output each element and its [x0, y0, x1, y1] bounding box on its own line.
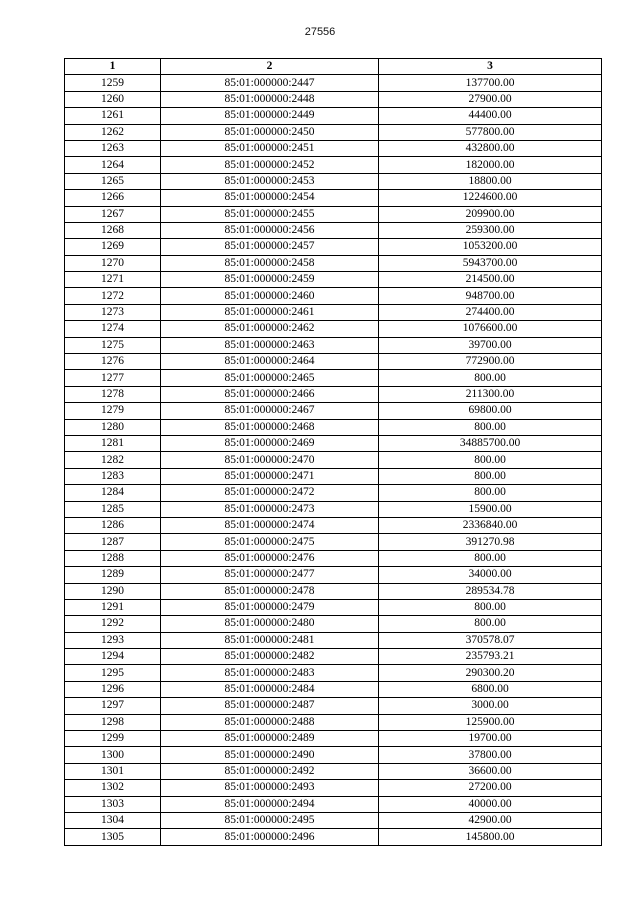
- value-cell: 42900.00: [379, 812, 602, 828]
- row-number-cell: 1260: [65, 91, 161, 107]
- value-cell: 39700.00: [379, 337, 602, 353]
- table-row: [65, 435, 602, 451]
- table-row: [65, 780, 602, 796]
- cadastral-number-cell: 85:01:000000:2479: [161, 599, 379, 615]
- table-row: [65, 632, 602, 648]
- cadastral-number-cell: 85:01:000000:2490: [161, 747, 379, 763]
- header-row: [65, 59, 602, 75]
- row-number-cell: 1283: [65, 468, 161, 484]
- table-row: [65, 304, 602, 320]
- cadastral-number-cell: 85:01:000000:2458: [161, 255, 379, 271]
- value-cell: 370578.07: [379, 632, 602, 648]
- table-row: [65, 386, 602, 402]
- value-cell: 6800.00: [379, 681, 602, 697]
- row-number-cell: 1279: [65, 403, 161, 419]
- value-cell: 1053200.00: [379, 239, 602, 255]
- table-row: [65, 222, 602, 238]
- cadastral-number-cell: 85:01:000000:2447: [161, 75, 379, 91]
- value-cell: 69800.00: [379, 403, 602, 419]
- cadastral-number-cell: 85:01:000000:2474: [161, 517, 379, 533]
- row-number-cell: 1290: [65, 583, 161, 599]
- table-row: [65, 567, 602, 583]
- row-number-cell: 1294: [65, 649, 161, 665]
- value-cell: 44400.00: [379, 108, 602, 124]
- value-cell: 1076600.00: [379, 321, 602, 337]
- row-number-cell: 1268: [65, 222, 161, 238]
- value-cell: 800.00: [379, 452, 602, 468]
- cadastral-number-cell: 85:01:000000:2475: [161, 534, 379, 550]
- cadastral-number-cell: 85:01:000000:2462: [161, 321, 379, 337]
- value-cell: 2336840.00: [379, 517, 602, 533]
- table-row: [65, 714, 602, 730]
- row-number-cell: 1292: [65, 616, 161, 632]
- table-row: [65, 501, 602, 517]
- value-cell: 40000.00: [379, 796, 602, 812]
- table-row: [65, 599, 602, 615]
- row-number-cell: 1305: [65, 829, 161, 845]
- cadastral-number-cell: 85:01:000000:2453: [161, 173, 379, 189]
- value-cell: 145800.00: [379, 829, 602, 845]
- table-row: [65, 91, 602, 107]
- value-cell: 15900.00: [379, 501, 602, 517]
- cadastral-number-cell: 85:01:000000:2465: [161, 370, 379, 386]
- value-cell: 214500.00: [379, 272, 602, 288]
- page-number: 27556: [304, 26, 336, 38]
- row-number-cell: 1293: [65, 632, 161, 648]
- table-row: [65, 354, 602, 370]
- table-row: [65, 583, 602, 599]
- cadastral-number-cell: 85:01:000000:2452: [161, 157, 379, 173]
- table-row: [65, 239, 602, 255]
- table-row: [65, 747, 602, 763]
- value-cell: 1224600.00: [379, 190, 602, 206]
- row-number-cell: 1291: [65, 599, 161, 615]
- cadastral-number-cell: 85:01:000000:2477: [161, 567, 379, 583]
- value-cell: 289534.78: [379, 583, 602, 599]
- value-cell: 800.00: [379, 419, 602, 435]
- value-cell: 235793.21: [379, 649, 602, 665]
- cadastral-number-cell: 85:01:000000:2492: [161, 763, 379, 779]
- value-cell: 137700.00: [379, 75, 602, 91]
- row-number-cell: 1271: [65, 272, 161, 288]
- row-number-cell: 1272: [65, 288, 161, 304]
- cadastral-number-cell: 85:01:000000:2495: [161, 812, 379, 828]
- row-number-cell: 1266: [65, 190, 161, 206]
- row-number-cell: 1263: [65, 140, 161, 156]
- row-number-cell: 1259: [65, 75, 161, 91]
- table-row: [65, 829, 602, 845]
- value-cell: 800.00: [379, 550, 602, 566]
- row-number-cell: 1269: [65, 239, 161, 255]
- row-number-cell: 1267: [65, 206, 161, 222]
- value-cell: 182000.00: [379, 157, 602, 173]
- row-number-cell: 1265: [65, 173, 161, 189]
- cadastral-number-cell: 85:01:000000:2466: [161, 386, 379, 402]
- cadastral-number-cell: 85:01:000000:2449: [161, 108, 379, 124]
- value-cell: 259300.00: [379, 222, 602, 238]
- table-row: [65, 288, 602, 304]
- cadastral-number-cell: 85:01:000000:2494: [161, 796, 379, 812]
- table-row: [65, 468, 602, 484]
- row-number-cell: 1286: [65, 517, 161, 533]
- cadastral-number-cell: 85:01:000000:2455: [161, 206, 379, 222]
- row-number-cell: 1287: [65, 534, 161, 550]
- row-number-cell: 1273: [65, 304, 161, 320]
- value-cell: 34885700.00: [379, 435, 602, 451]
- value-cell: 800.00: [379, 468, 602, 484]
- value-cell: 18800.00: [379, 173, 602, 189]
- column-header-2: 2: [161, 59, 379, 75]
- cadastral-number-cell: 85:01:000000:2483: [161, 665, 379, 681]
- table-row: [65, 616, 602, 632]
- cadastral-number-cell: 85:01:000000:2464: [161, 354, 379, 370]
- row-number-cell: 1302: [65, 780, 161, 796]
- cadastral-number-cell: 85:01:000000:2488: [161, 714, 379, 730]
- row-number-cell: 1270: [65, 255, 161, 271]
- row-number-cell: 1300: [65, 747, 161, 763]
- table-row: [65, 272, 602, 288]
- cadastral-number-cell: 85:01:000000:2469: [161, 435, 379, 451]
- cadastral-number-cell: 85:01:000000:2467: [161, 403, 379, 419]
- table-row: [65, 255, 602, 271]
- table-row: [65, 452, 602, 468]
- cadastral-number-cell: 85:01:000000:2450: [161, 124, 379, 140]
- cadastral-number-cell: 85:01:000000:2457: [161, 239, 379, 255]
- table-row: [65, 681, 602, 697]
- table-row: [65, 75, 602, 91]
- cadastral-number-cell: 85:01:000000:2493: [161, 780, 379, 796]
- row-number-cell: 1304: [65, 812, 161, 828]
- row-number-cell: 1297: [65, 698, 161, 714]
- table-row: [65, 763, 602, 779]
- row-number-cell: 1284: [65, 485, 161, 501]
- value-cell: 290300.20: [379, 665, 602, 681]
- cadastral-number-cell: 85:01:000000:2496: [161, 829, 379, 845]
- cadastral-number-cell: 85:01:000000:2478: [161, 583, 379, 599]
- row-number-cell: 1277: [65, 370, 161, 386]
- value-cell: 772900.00: [379, 354, 602, 370]
- table-row: [65, 485, 602, 501]
- value-cell: 34000.00: [379, 567, 602, 583]
- table-row: [65, 337, 602, 353]
- cadastral-number-cell: 85:01:000000:2473: [161, 501, 379, 517]
- value-cell: 5943700.00: [379, 255, 602, 271]
- cadastral-number-cell: 85:01:000000:2451: [161, 140, 379, 156]
- row-number-cell: 1296: [65, 681, 161, 697]
- row-number-cell: 1289: [65, 567, 161, 583]
- row-number-cell: 1303: [65, 796, 161, 812]
- row-number-cell: 1262: [65, 124, 161, 140]
- cadastral-number-cell: 85:01:000000:2472: [161, 485, 379, 501]
- value-cell: 19700.00: [379, 731, 602, 747]
- cadastral-number-cell: 85:01:000000:2480: [161, 616, 379, 632]
- cadastral-number-cell: 85:01:000000:2463: [161, 337, 379, 353]
- table-row: [65, 517, 602, 533]
- value-cell: 125900.00: [379, 714, 602, 730]
- table-row: [65, 550, 602, 566]
- row-number-cell: 1295: [65, 665, 161, 681]
- value-cell: 800.00: [379, 616, 602, 632]
- table-row: [65, 731, 602, 747]
- table-row: [65, 157, 602, 173]
- table-row: [65, 698, 602, 714]
- row-number-cell: 1275: [65, 337, 161, 353]
- value-cell: 274400.00: [379, 304, 602, 320]
- table-row: [65, 190, 602, 206]
- value-cell: 27200.00: [379, 780, 602, 796]
- value-cell: 948700.00: [379, 288, 602, 304]
- table-row: [65, 403, 602, 419]
- table-row: [65, 124, 602, 140]
- row-number-cell: 1282: [65, 452, 161, 468]
- row-number-cell: 1261: [65, 108, 161, 124]
- row-number-cell: 1288: [65, 550, 161, 566]
- value-cell: 800.00: [379, 370, 602, 386]
- table-row: [65, 419, 602, 435]
- value-cell: 577800.00: [379, 124, 602, 140]
- table-row: [65, 812, 602, 828]
- cadastral-number-cell: 85:01:000000:2484: [161, 681, 379, 697]
- cadastral-number-cell: 85:01:000000:2461: [161, 304, 379, 320]
- value-cell: 800.00: [379, 599, 602, 615]
- cadastral-number-cell: 85:01:000000:2456: [161, 222, 379, 238]
- value-cell: 3000.00: [379, 698, 602, 714]
- table-row: [65, 665, 602, 681]
- cadastral-number-cell: 85:01:000000:2468: [161, 419, 379, 435]
- row-number-cell: 1274: [65, 321, 161, 337]
- table-row: [65, 108, 602, 124]
- cadastral-value-table: [64, 58, 602, 846]
- table-row: [65, 534, 602, 550]
- row-number-cell: 1299: [65, 731, 161, 747]
- table-row: [65, 370, 602, 386]
- value-cell: 391270.98: [379, 534, 602, 550]
- cadastral-number-cell: 85:01:000000:2487: [161, 698, 379, 714]
- value-cell: 211300.00: [379, 386, 602, 402]
- table-body: [65, 75, 602, 845]
- value-cell: 37800.00: [379, 747, 602, 763]
- value-cell: 36600.00: [379, 763, 602, 779]
- value-cell: 27900.00: [379, 91, 602, 107]
- row-number-cell: 1301: [65, 763, 161, 779]
- table-row: [65, 321, 602, 337]
- row-number-cell: 1264: [65, 157, 161, 173]
- cadastral-number-cell: 85:01:000000:2448: [161, 91, 379, 107]
- value-cell: 432800.00: [379, 140, 602, 156]
- cadastral-number-cell: 85:01:000000:2470: [161, 452, 379, 468]
- table-row: [65, 140, 602, 156]
- row-number-cell: 1281: [65, 435, 161, 451]
- row-number-cell: 1285: [65, 501, 161, 517]
- cadastral-number-cell: 85:01:000000:2459: [161, 272, 379, 288]
- cadastral-number-cell: 85:01:000000:2489: [161, 731, 379, 747]
- row-number-cell: 1298: [65, 714, 161, 730]
- table-row: [65, 173, 602, 189]
- cadastral-number-cell: 85:01:000000:2481: [161, 632, 379, 648]
- row-number-cell: 1280: [65, 419, 161, 435]
- value-cell: 209900.00: [379, 206, 602, 222]
- column-header-1: 1: [65, 59, 161, 75]
- value-cell: 800.00: [379, 485, 602, 501]
- row-number-cell: 1278: [65, 386, 161, 402]
- table-row: [65, 796, 602, 812]
- table-header: [65, 59, 602, 75]
- column-header-3: 3: [379, 59, 602, 75]
- cadastral-number-cell: 85:01:000000:2482: [161, 649, 379, 665]
- cadastral-number-cell: 85:01:000000:2460: [161, 288, 379, 304]
- cadastral-number-cell: 85:01:000000:2454: [161, 190, 379, 206]
- cadastral-number-cell: 85:01:000000:2471: [161, 468, 379, 484]
- table-row: [65, 206, 602, 222]
- table-row: [65, 649, 602, 665]
- row-number-cell: 1276: [65, 354, 161, 370]
- cadastral-number-cell: 85:01:000000:2476: [161, 550, 379, 566]
